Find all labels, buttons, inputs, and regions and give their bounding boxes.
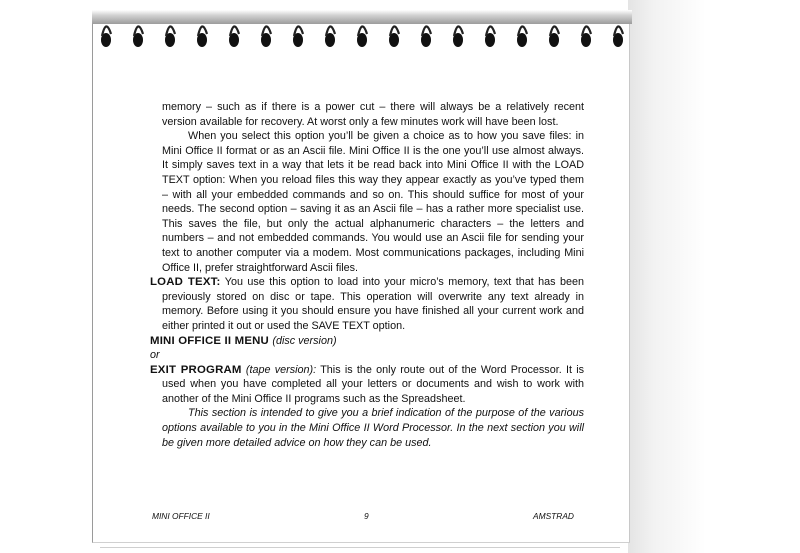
binding-hole xyxy=(325,26,335,47)
exit-program-description: This is the only route out of the Word Processor. It is used when you have completed all your letters or documents and wish to work with another of the Mini Office II programs such as the Spreadsheet. xyxy=(162,363,584,405)
spiral-binding xyxy=(92,4,632,54)
binding-hole xyxy=(485,26,495,47)
load-text-keyword: LOAD TEXT: xyxy=(150,276,221,289)
page-bottom-edge xyxy=(100,547,620,548)
binding-hole xyxy=(197,26,207,47)
or-separator: or xyxy=(150,349,160,362)
section-note: This section is intended to give you a brief indication of the purpose of the various options available to you in the Mini Office II Word Processor. In the next section you will be given more detailed advice on how they can be used. xyxy=(162,407,584,449)
mini-office-menu-heading xyxy=(150,334,584,349)
footer-product-name: MINI OFFICE II xyxy=(152,511,210,521)
binding-hole xyxy=(613,26,623,47)
exit-program-qualifier: (tape version): xyxy=(245,363,317,376)
binding-hole xyxy=(261,26,271,47)
binding-hole xyxy=(165,26,175,47)
binding-hole xyxy=(453,26,463,47)
binding-hole xyxy=(581,26,591,47)
mini-office-menu-keyword: MINI OFFICE II MENU xyxy=(150,334,269,347)
exit-program-entry xyxy=(150,363,584,407)
binding-hole xyxy=(421,26,431,47)
exit-program-keyword: EXIT PROGRAM xyxy=(150,363,242,376)
load-text-description: You use this option to load into your micro’s memory, text that has been previously stored on disc or tape. This operation will overwrite any text already in memory. Before using it you should ensure you have finished all your current work and either printed it out or used the SAVE TEXT option. xyxy=(162,276,584,332)
save-options-paragraph: When you select this option you’ll be given a choice as to how you save files: in Mini Office II format or as an Ascii file. Mini Office II is the one you’ll use almost always. It simply saves text in a way that lets it be read back into Mini Office II with the LOAD TEXT option: When you reload files this way they appear exactly as you’ve typed them – with all your embedded commands and so on. This should suffice for most of your needs. The second option – saving it as an Ascii file – has a rather more specialist use. This saves the file, but only the actual alphanumeric characters – the letters and numbers – and not embedded commands. You would use an Ascii file for sending your text to another computer via a modem. Most communications packages, including Mini Office II, prefer straightforward Ascii files. xyxy=(162,130,584,274)
page-number: 9 xyxy=(364,511,369,521)
page-body xyxy=(150,100,584,450)
binding-hole xyxy=(357,26,367,47)
continued-paragraph: memory – such as if there is a power cut – there will always be a relatively recent version available for recovery. At worst only a few minutes work will have been lost. xyxy=(162,101,584,128)
binding-hole xyxy=(101,26,111,47)
binding-hole xyxy=(389,26,399,47)
binding-hole xyxy=(517,26,527,47)
binding-hole xyxy=(133,26,143,47)
binding-hole xyxy=(229,26,239,47)
mini-office-menu-qualifier: (disc version) xyxy=(272,334,337,347)
footer-publisher: AMSTRAD xyxy=(533,511,574,521)
binding-hole xyxy=(293,26,303,47)
page-shadow xyxy=(628,0,800,553)
binding-hole xyxy=(549,26,559,47)
load-text-entry xyxy=(150,275,584,333)
